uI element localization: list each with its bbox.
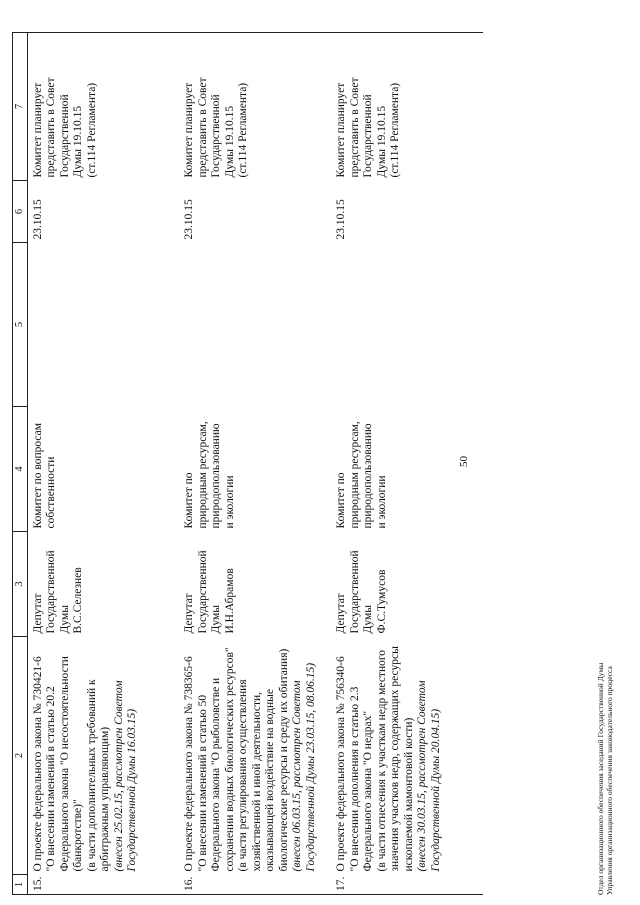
date-cell: [179, 181, 331, 243]
date-cell: [27, 181, 179, 243]
author-line: Думы: [58, 605, 71, 634]
date-value: 23.10.15: [335, 199, 347, 240]
note-line: Комитет планирует: [31, 82, 44, 178]
column-header-5: 5: [13, 243, 28, 407]
committee-line: природопользованию: [362, 423, 374, 529]
author-line: Ф.С.Тумусов: [375, 569, 388, 634]
description-line: Федерального закона "О несостоятельности: [58, 656, 71, 872]
note-line: Думы 19.10.15: [223, 105, 236, 178]
table-row: [331, 33, 483, 895]
committee-line: Комитет по: [335, 472, 347, 529]
column-5-cell: [179, 243, 331, 407]
note-line: Государственной: [58, 94, 71, 178]
description-line: Государственной Думы 16.03.15): [126, 708, 138, 872]
column-header-3: 3: [13, 532, 28, 637]
date-value: 23.10.15: [183, 199, 195, 240]
footer: [596, 663, 614, 895]
item-number-cell: [179, 875, 331, 895]
committee-cell: [27, 407, 179, 532]
description-line: значения участков недр, содержащих ресурсы: [389, 646, 401, 872]
table-row: [27, 33, 179, 895]
table-row: [179, 33, 331, 895]
description-line: Государственной Думы 20.04.15): [429, 708, 442, 872]
note-line: представить в Совет: [196, 77, 209, 178]
description-line: оказывающей воздействие на водные: [264, 689, 276, 872]
column-5-cell: [331, 243, 483, 407]
item-number: 15.: [31, 876, 44, 891]
note-line: представить в Совет: [45, 77, 57, 178]
note-cell: [331, 33, 483, 181]
description-line: (в части дополнительных требований к: [85, 679, 98, 872]
bill-description-cell: [331, 637, 483, 875]
author-line: В.С.Селезнев: [72, 567, 84, 634]
note-cell: [179, 33, 331, 181]
author-line: Государственной: [196, 550, 209, 634]
note-line: Комитет планирует: [335, 82, 347, 178]
author-line: Государственной: [45, 550, 57, 634]
description-line: "О внесении изменений в статью 50: [196, 694, 209, 872]
author-line: Депутат: [335, 593, 347, 634]
description-line: ископаемой мамонтовой кости): [402, 717, 415, 872]
committee-line: собственности: [45, 456, 57, 529]
description-line: (банкротстве)": [72, 799, 84, 872]
item-number-cell: [27, 875, 179, 895]
committee-line: и экологии: [223, 475, 236, 529]
note-cell: [27, 33, 179, 181]
author-line: Думы: [362, 605, 374, 634]
committee-line: и экологии: [375, 475, 388, 529]
item-number-cell: [331, 875, 483, 895]
note-line: Государственной: [210, 94, 222, 178]
description-line: Федерального закона "О рыболовстве и: [210, 677, 222, 872]
committee-line: Комитет по: [183, 472, 195, 529]
description-line: (в части регулирования осуществления: [237, 679, 249, 872]
item-number: 16.: [183, 876, 195, 891]
bills-table-body: [27, 33, 483, 895]
description-line: О проекте федерального закона № 730421-6: [31, 656, 44, 872]
column-header-1: 1: [13, 875, 28, 895]
note-line: Думы 19.10.15: [72, 105, 84, 178]
committee-cell: [179, 407, 331, 532]
author-cell: [179, 532, 331, 637]
note-line: представить в Совет: [348, 77, 361, 178]
description-line: (внесен 30.03.15, рассмотрен Советом: [416, 680, 428, 872]
footer-line: Отдел организационного обеспечения заседаний Государственной Думы: [596, 662, 605, 895]
description-line: "О внесении дополнения в статью 2.3: [348, 686, 361, 872]
author-line: И.Н.Абрамов: [223, 568, 236, 634]
bill-description-cell: [179, 637, 331, 875]
committee-line: природным ресурсам,: [348, 421, 361, 529]
author-line: Депутат: [31, 593, 44, 634]
column-header-7: 7: [13, 33, 28, 181]
description-line: Федерального закона "О недрах": [362, 710, 374, 872]
date-value: 23.10.15: [31, 199, 44, 240]
column-5-cell: [27, 243, 179, 407]
description-line: О проекте федерального закона № 738365-6: [183, 656, 195, 872]
footer-line: Управления организационного обеспечения законодательного процесса: [605, 666, 614, 895]
item-number: 17.: [335, 876, 347, 891]
description-line: хозяйственной и иной деятельности,: [250, 691, 263, 872]
note-line: Думы 19.10.15: [375, 105, 388, 178]
committee-line: природным ресурсам,: [196, 421, 209, 529]
description-line: О проекте федерального закона № 756340-6: [335, 656, 347, 872]
author-line: Депутат: [183, 593, 195, 634]
description-line: биологические ресурсы и среду их обитания): [277, 648, 290, 872]
description-line: (внесен 25.02.15, рассмотрен Советом: [112, 680, 125, 872]
note-line: (ст.114 Регламента): [237, 82, 249, 178]
column-header-2: 2: [13, 637, 28, 875]
description-line: (в части отнесения к участкам недр местного: [375, 649, 388, 872]
column-number-row: [13, 33, 28, 895]
committee-line: природопользованию: [210, 423, 222, 529]
description-line: арбитражным управляющим): [99, 726, 111, 872]
description-line: сохранении водных биологических ресурсов": [223, 647, 236, 872]
note-line: (ст.114 Регламента): [85, 82, 98, 178]
committee-cell: [331, 407, 483, 532]
note-line: Комитет планирует: [183, 82, 195, 178]
column-header-6: 6: [13, 181, 28, 243]
description-line: Государственной Думы 23.03.15, 08.06.15): [304, 662, 317, 872]
author-cell: [27, 532, 179, 637]
date-cell: [331, 181, 483, 243]
description-line: "О внесении изменений в статью 20.2: [45, 686, 57, 872]
bills-table: [12, 32, 483, 895]
author-line: Государственной: [348, 550, 361, 634]
note-line: Государственной: [362, 94, 374, 178]
note-line: (ст.114 Регламента): [389, 82, 401, 178]
bill-description-cell: [27, 637, 179, 875]
author-line: Думы: [210, 605, 222, 634]
author-cell: [331, 532, 483, 637]
page-number: 50: [458, 456, 470, 467]
column-header-4: 4: [13, 407, 28, 532]
committee-line: Комитет по вопросам: [31, 422, 44, 529]
description-line: (внесен 06.03.15, рассмотрен Советом: [291, 680, 303, 872]
